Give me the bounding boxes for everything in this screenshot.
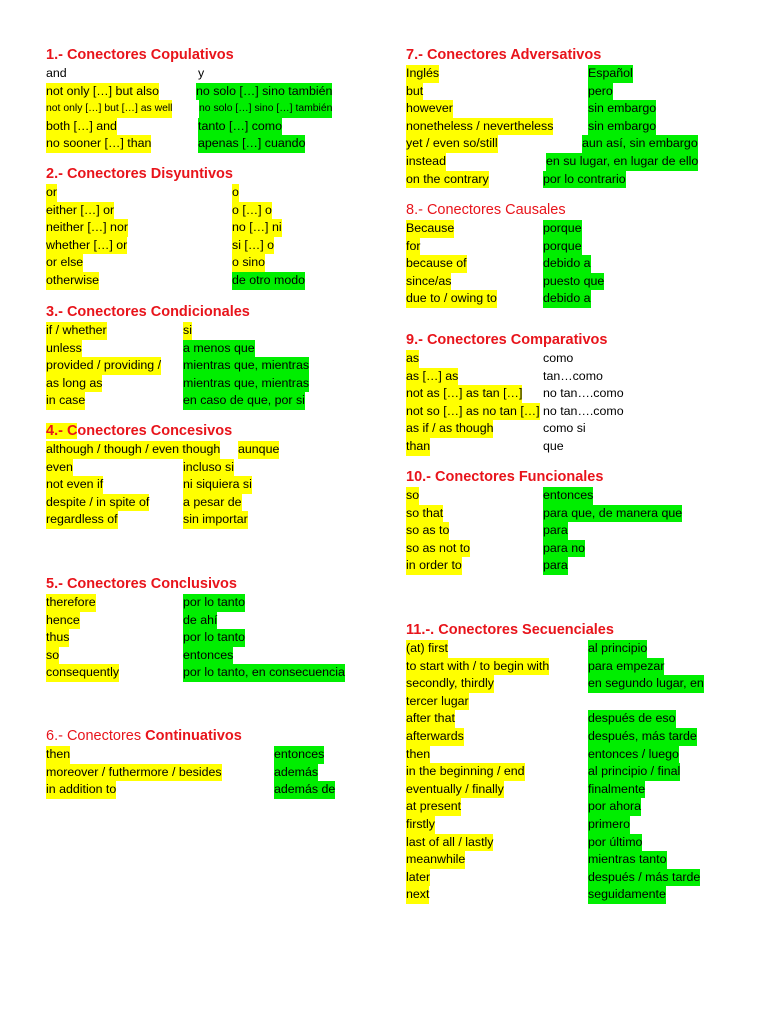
title-plain: 6.- Conectores bbox=[46, 728, 146, 744]
connector-row bbox=[46, 375, 366, 393]
connector-row bbox=[406, 403, 726, 421]
connector-row bbox=[46, 441, 366, 459]
spanish-connector: sin embargo bbox=[588, 118, 656, 136]
english-connector: both […] and bbox=[46, 118, 117, 136]
connector-row bbox=[406, 487, 726, 505]
connector-row bbox=[406, 834, 726, 852]
english-connector: next bbox=[406, 886, 429, 904]
spanish-connector: después de eso bbox=[588, 710, 676, 728]
spanish-connector: o sino bbox=[232, 254, 265, 272]
connector-row bbox=[46, 647, 366, 665]
section-funcionales bbox=[406, 467, 726, 575]
connector-row bbox=[46, 100, 366, 118]
section-title: 7.- Conectores Adversativos bbox=[406, 47, 602, 63]
connector-row bbox=[46, 237, 366, 255]
section-secuenciales bbox=[406, 620, 726, 904]
spanish-connector: por lo tanto, en consecuencia bbox=[183, 664, 345, 682]
connector-row bbox=[46, 764, 366, 782]
english-connector: either […] or bbox=[46, 202, 114, 220]
english-connector: as if / as though bbox=[406, 420, 493, 438]
section-title bbox=[46, 421, 366, 441]
connector-row bbox=[406, 290, 726, 308]
title-rest: onectores Concesivos bbox=[77, 423, 233, 439]
english-connector: consequently bbox=[46, 664, 119, 682]
english-connector: yet / even so/still bbox=[406, 135, 498, 153]
spanish-connector: porque bbox=[543, 220, 582, 238]
spanish-connector: para bbox=[543, 557, 568, 575]
connector-row bbox=[406, 273, 726, 291]
spanish-connector: no tan….como bbox=[543, 386, 624, 401]
english-connector: then bbox=[406, 746, 430, 764]
section-title: 5.- Conectores Conclusivos bbox=[46, 576, 237, 592]
section-condicionales bbox=[46, 302, 366, 410]
english-connector: later bbox=[406, 869, 430, 887]
spanish-connector: Español bbox=[588, 65, 633, 83]
english-connector: since/as bbox=[406, 273, 451, 291]
connector-row bbox=[406, 869, 726, 887]
connector-row bbox=[46, 184, 366, 202]
spanish-connector: en caso de que, por si bbox=[183, 392, 305, 410]
connector-row bbox=[406, 522, 726, 540]
section-title: 11.-. Conectores Secuenciales bbox=[406, 622, 614, 638]
connector-row bbox=[46, 118, 366, 136]
connector-row bbox=[406, 65, 726, 83]
english-connector: despite / in spite of bbox=[46, 494, 149, 512]
connector-row bbox=[406, 557, 726, 575]
connector-row bbox=[406, 118, 726, 136]
spanish-connector: en su lugar, en lugar de ello bbox=[546, 153, 698, 171]
spanish-connector: como bbox=[543, 351, 574, 365]
title-bold: Continuativos bbox=[145, 728, 242, 744]
connector-row bbox=[406, 816, 726, 834]
spanish-connector: o bbox=[232, 184, 239, 202]
english-connector: firstly bbox=[406, 816, 435, 834]
spanish-connector: además de bbox=[274, 781, 335, 799]
spanish-connector: pero bbox=[588, 83, 613, 101]
spanish-connector: no […] ni bbox=[232, 219, 282, 237]
english-connector: regardless of bbox=[46, 511, 118, 529]
connector-row bbox=[46, 664, 366, 682]
spanish-connector: tanto […] como bbox=[198, 118, 282, 136]
connector-row bbox=[406, 851, 726, 869]
english-connector: then bbox=[46, 746, 70, 764]
english-connector: as bbox=[406, 350, 419, 368]
english-connector: provided / providing / bbox=[46, 357, 161, 375]
english-connector: not only […] but […] as well bbox=[46, 100, 172, 118]
connector-row bbox=[46, 202, 366, 220]
english-connector: afterwards bbox=[406, 728, 464, 746]
spanish-connector: después, más tarde bbox=[588, 728, 697, 746]
english-connector: Inglés bbox=[406, 65, 439, 83]
spanish-connector: no solo […] sino […] también bbox=[199, 100, 332, 118]
spanish-connector: por lo tanto bbox=[183, 629, 245, 647]
section-continuativos bbox=[46, 726, 366, 799]
section-title: 3.- Conectores Condicionales bbox=[46, 304, 250, 320]
english-connector: so as not to bbox=[406, 540, 470, 558]
connector-row bbox=[406, 798, 726, 816]
english-connector: in addition to bbox=[46, 781, 116, 799]
connector-row bbox=[406, 640, 726, 658]
spanish-connector: después / más tarde bbox=[588, 869, 700, 887]
connector-row bbox=[406, 693, 726, 711]
english-connector: but bbox=[406, 83, 423, 101]
spanish-connector: entonces bbox=[543, 487, 593, 505]
connector-row bbox=[406, 728, 726, 746]
english-connector: in case bbox=[46, 392, 85, 410]
connector-row bbox=[406, 83, 726, 101]
connector-row bbox=[46, 340, 366, 358]
spanish-connector: para bbox=[543, 522, 568, 540]
english-connector: no sooner […] than bbox=[46, 135, 151, 153]
spanish-connector: aunque bbox=[238, 441, 279, 459]
connector-row bbox=[406, 781, 726, 799]
connector-row bbox=[46, 65, 366, 83]
english-connector: eventually / finally bbox=[406, 781, 504, 799]
spanish-connector: debido a bbox=[543, 290, 591, 308]
english-connector: hence bbox=[46, 612, 80, 630]
connector-row bbox=[406, 385, 726, 403]
left-column bbox=[46, 0, 366, 1024]
english-connector: not so […] as no tan […] bbox=[406, 403, 540, 421]
connector-row bbox=[46, 272, 366, 290]
english-connector: tercer lugar bbox=[406, 693, 469, 711]
spanish-connector: que bbox=[543, 438, 564, 453]
english-connector: however bbox=[406, 100, 453, 118]
spanish-connector: no solo […] sino también bbox=[196, 83, 332, 101]
connector-row bbox=[46, 476, 366, 494]
spanish-connector: de ahí bbox=[183, 612, 217, 630]
connector-row bbox=[46, 254, 366, 272]
english-connector: Because bbox=[406, 220, 454, 238]
spanish-connector: o […] o bbox=[232, 202, 272, 220]
english-connector: meanwhile bbox=[406, 851, 465, 869]
spanish-connector: sin embargo bbox=[588, 100, 656, 118]
spanish-connector: para empezar bbox=[588, 658, 664, 676]
spanish-connector: a pesar de bbox=[183, 494, 242, 512]
spanish-connector: como si bbox=[543, 421, 586, 436]
spanish-connector: ni siquiera si bbox=[183, 476, 252, 494]
section-title: 9.- Conectores Comparativos bbox=[406, 332, 608, 348]
spanish-connector: puesto que bbox=[543, 273, 604, 291]
spanish-connector: por ahora bbox=[588, 798, 641, 816]
connector-row bbox=[46, 219, 366, 237]
connector-row bbox=[406, 886, 726, 904]
spanish-connector: al principio / final bbox=[588, 763, 680, 781]
section-disyuntivos bbox=[46, 164, 366, 290]
connector-row bbox=[46, 746, 366, 764]
connector-row bbox=[406, 255, 726, 273]
english-connector: even bbox=[46, 459, 73, 477]
section-copulativos bbox=[46, 45, 366, 153]
connector-row bbox=[406, 658, 726, 676]
english-connector: than bbox=[406, 438, 430, 456]
section-concesivos bbox=[46, 421, 366, 529]
english-connector: not even if bbox=[46, 476, 103, 494]
spanish-connector: mientras que, mientras bbox=[183, 375, 309, 393]
english-connector: whether […] or bbox=[46, 237, 127, 255]
english-connector: so bbox=[46, 647, 59, 665]
spanish-connector: si […] o bbox=[232, 237, 274, 255]
english-connector: thus bbox=[46, 629, 69, 647]
english-connector: secondly, thirdly bbox=[406, 675, 494, 693]
spanish-connector: en segundo lugar, en bbox=[588, 675, 704, 693]
english-connector: because of bbox=[406, 255, 467, 273]
english-connector: therefore bbox=[46, 594, 96, 612]
english-connector: or bbox=[46, 184, 57, 202]
english-connector: (at) first bbox=[406, 640, 448, 658]
section-title: 2.- Conectores Disyuntivos bbox=[46, 166, 233, 182]
connector-row bbox=[406, 220, 726, 238]
connector-row bbox=[406, 710, 726, 728]
english-connector: after that bbox=[406, 710, 455, 728]
english-connector: due to / owing to bbox=[406, 290, 497, 308]
connector-row bbox=[46, 135, 366, 153]
connector-row bbox=[406, 675, 726, 693]
section-adversativos bbox=[406, 45, 726, 188]
english-connector: or else bbox=[46, 254, 83, 272]
english-connector: as long as bbox=[46, 375, 102, 393]
spanish-connector: debido a bbox=[543, 255, 591, 273]
spanish-connector: entonces / luego bbox=[588, 746, 679, 764]
spanish-connector: seguidamente bbox=[588, 886, 666, 904]
connector-row bbox=[406, 368, 726, 386]
connector-row bbox=[46, 629, 366, 647]
english-connector: so bbox=[406, 487, 419, 505]
spanish-connector: incluso si bbox=[183, 459, 234, 477]
right-column bbox=[406, 0, 726, 1024]
connector-row bbox=[46, 392, 366, 410]
spanish-connector: si bbox=[183, 322, 192, 340]
connector-row bbox=[46, 511, 366, 529]
english-connector: not as […] as tan […] bbox=[406, 385, 522, 403]
spanish-connector: y bbox=[198, 66, 205, 80]
connector-row bbox=[406, 171, 726, 189]
english-connector: in the beginning / end bbox=[406, 763, 525, 781]
spanish-connector: sin importar bbox=[183, 511, 248, 529]
spanish-connector: porque bbox=[543, 238, 582, 256]
spanish-connector: tan…como bbox=[543, 368, 603, 383]
connector-row bbox=[46, 594, 366, 612]
english-connector: although / though / even though bbox=[46, 441, 220, 459]
spanish-connector: apenas […] cuando bbox=[198, 135, 305, 153]
spanish-connector: a menos que bbox=[183, 340, 255, 358]
connector-row bbox=[406, 505, 726, 523]
connector-row bbox=[46, 357, 366, 375]
connector-row bbox=[46, 612, 366, 630]
english-connector: otherwise bbox=[46, 272, 99, 290]
spanish-connector: para que, de manera que bbox=[543, 505, 682, 523]
english-connector: nonetheless / nevertheless bbox=[406, 118, 553, 136]
title-highlighted-prefix: 4.- C bbox=[46, 423, 78, 439]
section-title: 10.- Conectores Funcionales bbox=[406, 469, 604, 485]
connector-row bbox=[406, 100, 726, 118]
connector-row bbox=[46, 494, 366, 512]
english-connector: neither […] nor bbox=[46, 219, 128, 237]
connector-row bbox=[46, 781, 366, 799]
connector-row bbox=[406, 135, 726, 153]
section-conclusivos bbox=[46, 574, 366, 682]
section-comparativos bbox=[406, 330, 726, 456]
spanish-connector: mientras que, mientras bbox=[183, 357, 309, 375]
section-causales bbox=[406, 200, 726, 308]
section-title: 8.- Conectores Causales bbox=[406, 202, 566, 218]
spanish-connector: no tan….como bbox=[543, 403, 624, 418]
section-title bbox=[46, 726, 366, 746]
english-connector: instead bbox=[406, 153, 446, 171]
spanish-connector: de otro modo bbox=[232, 272, 305, 290]
spanish-connector: entonces bbox=[274, 746, 324, 764]
spanish-connector: entonces bbox=[183, 647, 233, 665]
english-connector: so as to bbox=[406, 522, 449, 540]
connector-row bbox=[406, 350, 726, 368]
english-connector: at present bbox=[406, 798, 461, 816]
english-connector: in order to bbox=[406, 557, 462, 575]
english-connector: unless bbox=[46, 340, 82, 358]
connector-row bbox=[406, 540, 726, 558]
spanish-connector: por último bbox=[588, 834, 642, 852]
english-connector: last of all / lastly bbox=[406, 834, 493, 852]
connector-row bbox=[46, 322, 366, 340]
connector-row bbox=[406, 153, 726, 171]
spanish-connector: además bbox=[274, 764, 318, 782]
connector-row bbox=[406, 763, 726, 781]
english-connector: as […] as bbox=[406, 368, 458, 386]
spanish-connector: al principio bbox=[588, 640, 647, 658]
connector-row bbox=[406, 438, 726, 456]
spanish-connector: por lo tanto bbox=[183, 594, 245, 612]
connector-row bbox=[46, 83, 366, 101]
spanish-connector: primero bbox=[588, 816, 630, 834]
english-connector: on the contrary bbox=[406, 171, 489, 189]
connector-row bbox=[406, 238, 726, 256]
spanish-connector: finalmente bbox=[588, 781, 645, 799]
connector-row bbox=[406, 746, 726, 764]
spanish-connector: para no bbox=[543, 540, 585, 558]
spanish-connector: mientras tanto bbox=[588, 851, 667, 869]
english-connector: and bbox=[46, 66, 67, 80]
section-title: 1.- Conectores Copulativos bbox=[46, 47, 234, 63]
english-connector: for bbox=[406, 238, 420, 256]
connector-row bbox=[406, 420, 726, 438]
english-connector: to start with / to begin with bbox=[406, 658, 549, 676]
spanish-connector: por lo contrario bbox=[543, 171, 626, 189]
english-connector: not only […] but also bbox=[46, 83, 159, 101]
spanish-connector: aun así, sin embargo bbox=[582, 135, 698, 153]
english-connector: so that bbox=[406, 505, 443, 523]
english-connector: if / whether bbox=[46, 322, 107, 340]
connector-row bbox=[46, 459, 366, 477]
english-connector: moreover / futhermore / besides bbox=[46, 764, 222, 782]
